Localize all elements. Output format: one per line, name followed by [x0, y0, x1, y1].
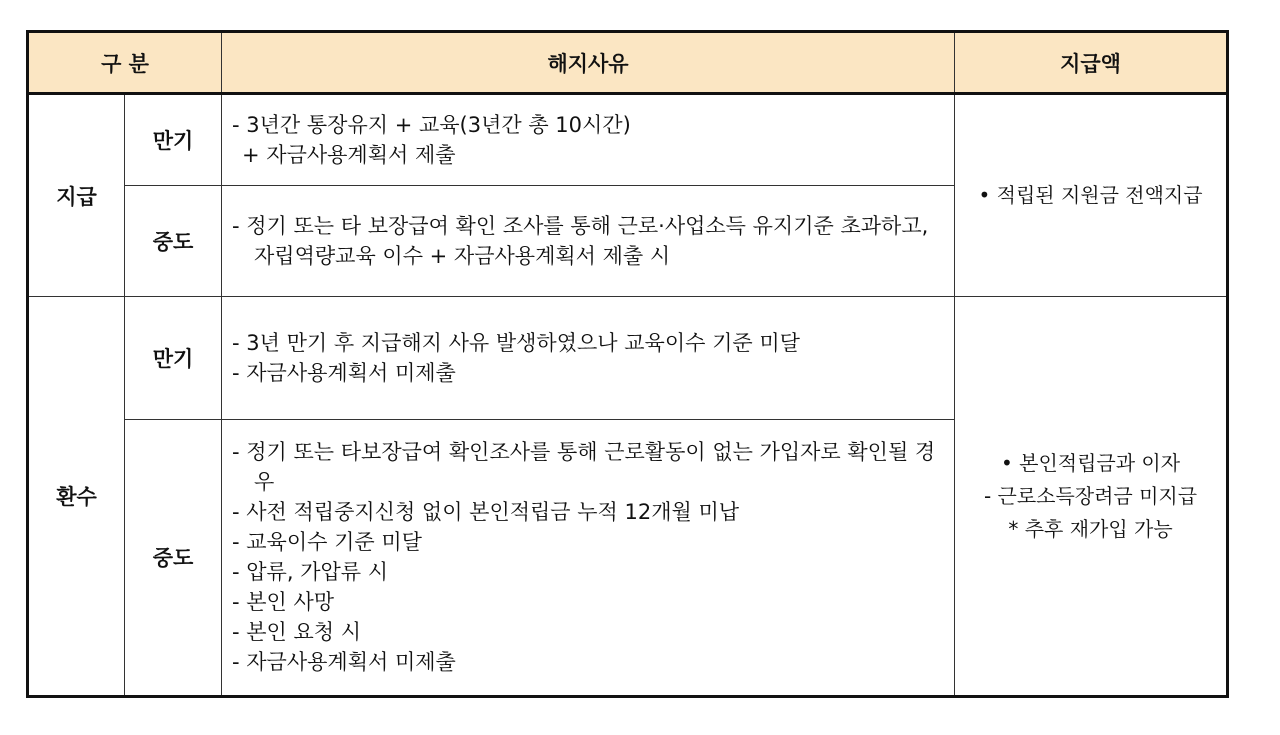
row-refund-maturity: [28, 297, 1228, 420]
reason-item: - 자금사용계획서 미제출: [232, 360, 456, 385]
reason-item: - 3년 만기 후 지급해지 사유 발생하였으나 교육이수 기준 미달: [232, 330, 800, 355]
amount-line: - 근로소득장려금 미지급: [983, 483, 1198, 508]
row-type-label: 만기: [125, 94, 222, 186]
reason-item: - 압류, 가압류 시: [232, 560, 389, 585]
amount-cell-payment: [955, 94, 1228, 297]
reason-cell: [222, 94, 955, 186]
reason-list: [232, 211, 946, 271]
reason-item: - 정기 또는 타 보장급여 확인 조사를 통해 근로·사업소득 유지기준 초과하고, 자립역량교육 이수 + 자금사용계획서 제출 시: [232, 214, 929, 269]
reason-item: - 3년간 통장유지 + 교육(3년간 총 10시간): [232, 113, 631, 138]
reason-item: - 교육이수 기준 미달: [232, 530, 422, 555]
header-reason: 해지사유: [222, 32, 955, 94]
section-refund-label: 환수: [28, 297, 125, 697]
header-category: 구 분: [28, 32, 222, 94]
amount-line: • 본인적립금과 이자: [1000, 450, 1181, 475]
reason-cell: [222, 297, 955, 420]
reason-item: + 자금사용계획서 제출: [242, 143, 456, 168]
amount-line: • 적립된 지원금 전액지급: [978, 183, 1203, 207]
amount-cell-refund: [955, 297, 1228, 697]
row-type-label: 만기: [125, 297, 222, 420]
reason-item: - 사전 적립중지신청 없이 본인적립금 누적 12개월 미납: [232, 500, 740, 525]
reason-list: [232, 328, 946, 388]
amount-line: * 추후 재가입 가능: [1008, 516, 1173, 541]
reason-list: [232, 110, 946, 170]
reason-list: [232, 437, 946, 677]
header-amount: 지급액: [955, 32, 1228, 94]
termination-table: [26, 30, 1229, 698]
row-type-label: 중도: [125, 186, 222, 297]
header-row: [28, 32, 1228, 94]
section-payment-label: 지급: [28, 94, 125, 297]
row-type-label: 중도: [125, 419, 222, 696]
row-payment-maturity: [28, 94, 1228, 186]
reason-item: - 정기 또는 타보장급여 확인조사를 통해 근로활동이 없는 가입자로 확인될 경우: [232, 440, 936, 495]
reason-item: - 본인 사망: [232, 590, 335, 615]
reason-item: - 본인 요청 시: [232, 620, 362, 645]
reason-cell: [222, 419, 955, 696]
reason-item: - 자금사용계획서 미제출: [232, 650, 456, 675]
reason-cell: [222, 186, 955, 297]
